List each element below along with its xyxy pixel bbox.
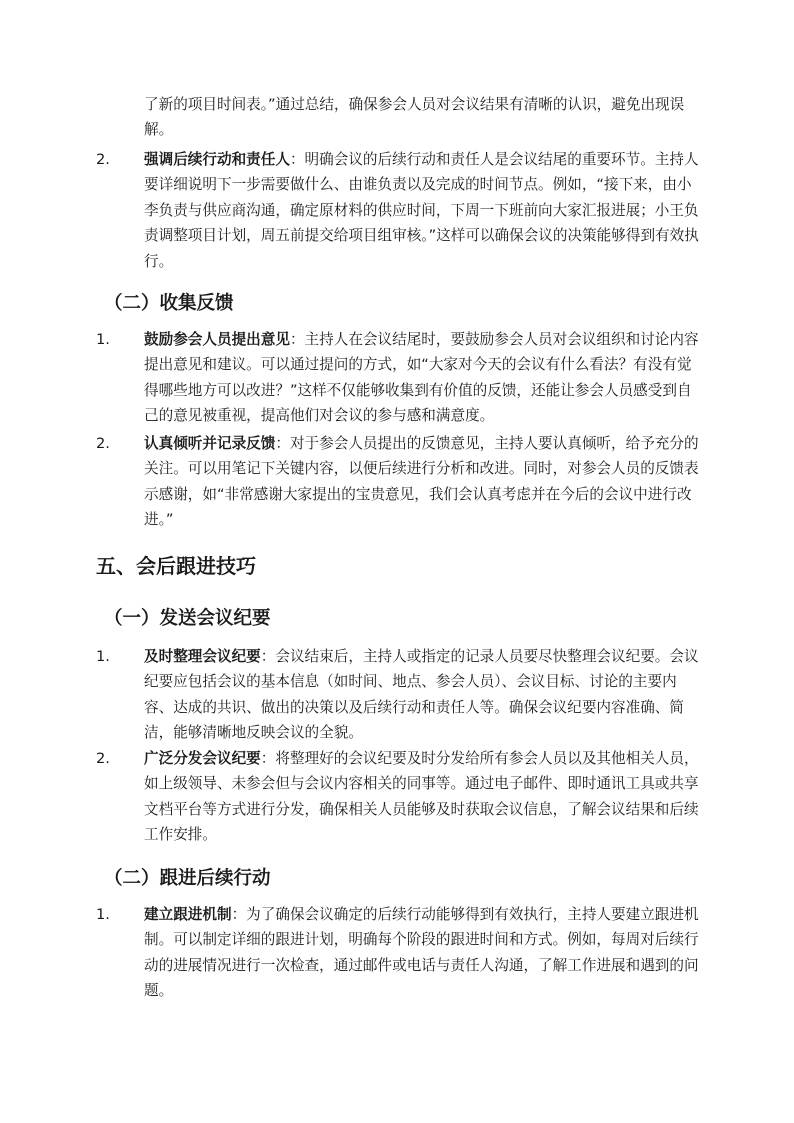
list-item-text: ：明确会议的后续行动和责任人是会议结尾的重要环节。主持人要详细说明下一步需要做什么、由谁负责以及完成的时间节点。例如，“接下来，由小李负责与供应商沟通，确定原材料的供应时间，下周一下班前向大家汇报进展；小王负责调整项目计划，周五前提交给项目组审核。”这样可以确保会议的决策能够得到有效执行。 xyxy=(144,151,699,270)
subsection-heading: （二）跟进后续行动 xyxy=(104,868,271,889)
list-number: 1. xyxy=(96,331,110,348)
subsection-heading: （二）收集反馈 xyxy=(104,293,234,314)
list-item-text: ：对于参会人员提出的反馈意见，主持人要认真倾听，给予充分的关注。可以用笔记下关键内容，以便后续进行分析和改进。同时，对参会人员的反馈表示感谢，如“非常感谢大家提出的宝贵意见，我们会认真考虑并在今后的会议中进行改进。” xyxy=(144,435,699,529)
list-item-title: 鼓励参会人员提出意见 xyxy=(144,331,290,348)
list-number: 2. xyxy=(96,151,110,168)
list-item-text: ：主持人在会议结尾时，要鼓励参会人员对会议组织和讨论内容提出意见和建议。可以通过提问的方式，如“大家对今天的会议有什么看法？有没有觉得哪些地方可以改进？”这样不仅能够收集到有价值的反馈，还能让参会人员感受到自己的意见被重视，提高他们对会议的参与感和满意度。 xyxy=(144,331,699,425)
section-heading: 五、会后跟进技巧 xyxy=(96,554,256,578)
list-item-title: 建立跟进机制 xyxy=(144,906,232,923)
list-number: 2. xyxy=(96,435,110,452)
list-item xyxy=(96,431,708,533)
list-item-text: ：会议结束后，主持人或指定的记录人员要尽快整理会议纪要。会议纪要应包括会议的基本信息（如时间、地点、参会人员）、会议目标、讨论的主要内容、达成的共识、做出的决策以及后续行动和责任人等。确保会议纪要内容准确、简洁，能够清晰地反映会议的全貌。 xyxy=(144,648,699,742)
subsection-heading: （一）发送会议纪要 xyxy=(104,608,271,629)
paragraph-continuation: 了新的项目时间表。”通过总结，确保参会人员对会议结果有清晰的认识，避免出现误解。 xyxy=(144,96,685,139)
list-number: 1. xyxy=(96,648,110,665)
list-item-text: ：将整理好的会议纪要及时分发给所有参会人员以及其他相关人员，如上级领导、未参会但与会议内容相关的同事等。通过电子邮件、即时通讯工具或共享文档平台等方式进行分发，确保相关人员能够及时获取会议信息，了解会议结果和后续工作安排。 xyxy=(144,750,699,844)
list-item xyxy=(96,644,708,746)
list-item xyxy=(96,746,708,848)
list-item-text: ：为了确保会议确定的后续行动能够得到有效执行，主持人要建立跟进机制。可以制定详细的跟进计划，明确每个阶段的跟进时间和方式。例如，每周对后续行动的进展情况进行一次检查，通过邮件或电话与责任人沟通，了解工作进展和遇到的问题。 xyxy=(144,906,699,1000)
list-item-title: 认真倾听并记录反馈 xyxy=(144,435,276,452)
list-item xyxy=(96,902,708,1004)
list-item xyxy=(96,147,708,274)
list-number: 1. xyxy=(96,906,110,923)
list-item-title: 广泛分发会议纪要 xyxy=(144,750,261,767)
list-item-title: 强调后续行动和责任人 xyxy=(144,151,290,168)
list-item-title: 及时整理会议纪要 xyxy=(144,648,261,665)
list-item xyxy=(96,327,708,429)
list-number: 2. xyxy=(96,750,110,767)
